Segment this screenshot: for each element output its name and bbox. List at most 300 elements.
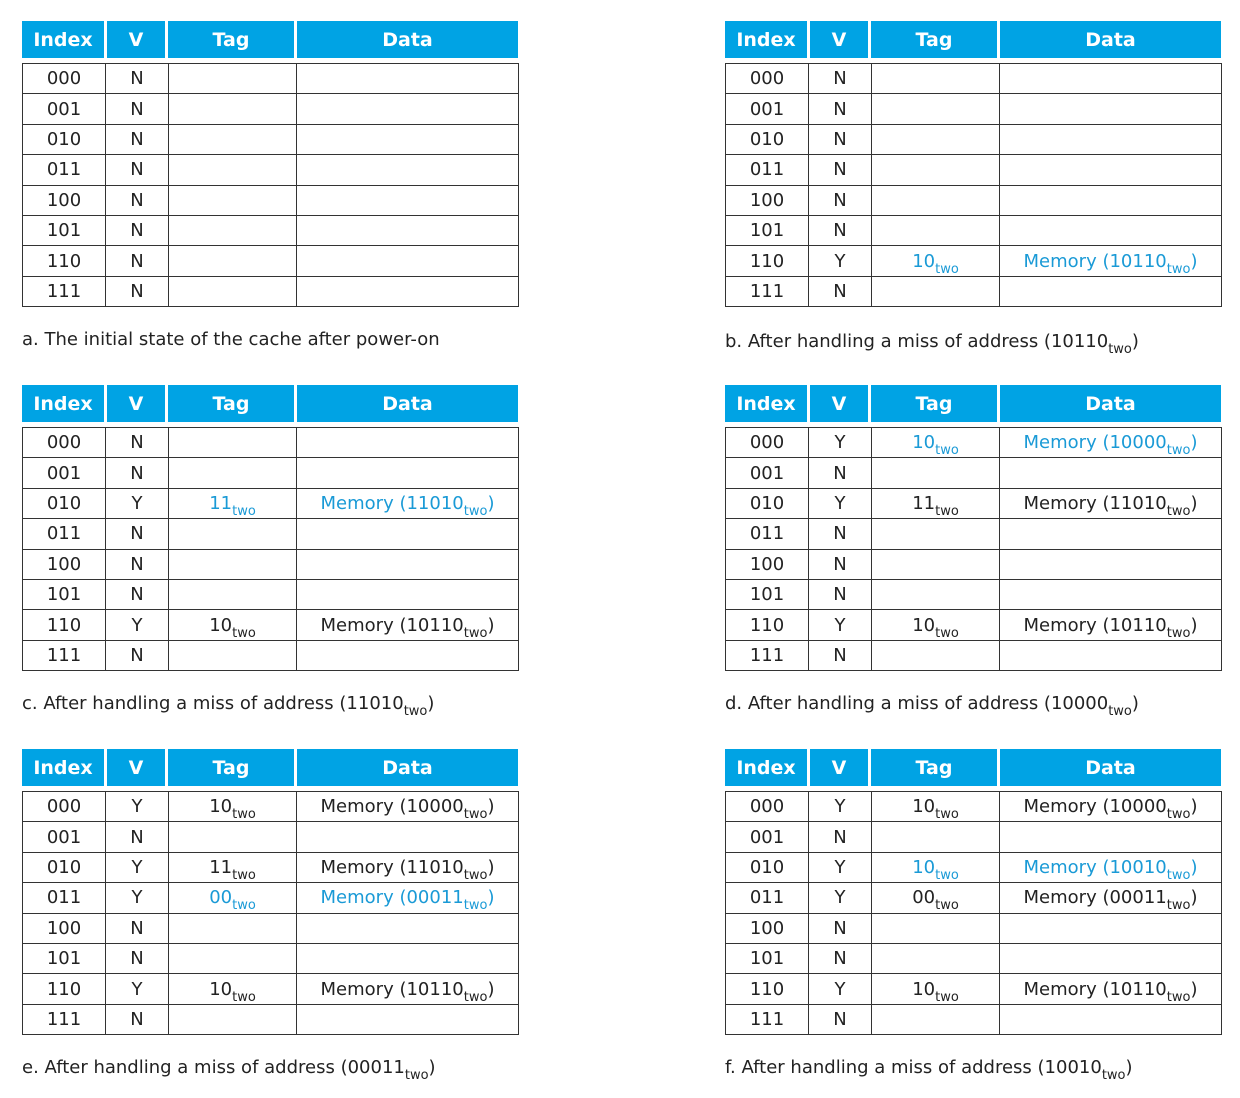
data-cell	[297, 913, 519, 943]
table-row	[726, 276, 1222, 306]
tag-cell	[872, 124, 1000, 154]
data-cell	[297, 428, 519, 458]
valid-cell: Y	[106, 610, 169, 640]
data-cell	[1000, 822, 1222, 852]
table-row	[23, 488, 519, 518]
data-value: Memory (11010	[1023, 492, 1167, 514]
index-cell: 101	[726, 579, 809, 609]
valid-cell: N	[106, 215, 169, 245]
tag-cell	[169, 458, 297, 488]
valid-cell: N	[809, 185, 872, 215]
index-cell: 110	[23, 246, 106, 276]
data-cell	[1000, 579, 1222, 609]
table-row	[726, 185, 1222, 215]
tag-base: two	[232, 989, 256, 1005]
index-cell: 100	[23, 913, 106, 943]
data-base: two	[1166, 443, 1191, 459]
tag-cell	[872, 458, 1000, 488]
table-row	[726, 215, 1222, 245]
cache-panel-a	[22, 21, 520, 302]
data-cell	[1000, 1004, 1222, 1034]
tag-base: two	[232, 807, 256, 823]
tag-base: two	[935, 625, 959, 641]
data-cell	[297, 64, 519, 94]
valid-cell: Y	[809, 792, 872, 822]
tag-cell	[872, 64, 1000, 94]
table-row	[726, 519, 1222, 549]
data-cell	[297, 215, 519, 245]
valid-cell: N	[106, 185, 169, 215]
index-cell: 010	[23, 488, 106, 518]
index-header: Index	[22, 385, 104, 422]
valid-cell: N	[809, 519, 872, 549]
table-row	[726, 579, 1222, 609]
table-row	[726, 792, 1222, 822]
valid-cell: N	[106, 64, 169, 94]
tag-cell	[872, 792, 1000, 822]
valid-cell: N	[106, 428, 169, 458]
tag-cell	[872, 883, 1000, 913]
caption-base: two	[403, 704, 428, 719]
data-close: )	[1190, 978, 1198, 1000]
index-cell: 010	[726, 488, 809, 518]
tag-cell	[169, 640, 297, 670]
data-header: Data	[1000, 385, 1221, 422]
table-row	[726, 640, 1222, 670]
tag-cell	[872, 519, 1000, 549]
data-base: two	[463, 989, 488, 1005]
valid-cell: N	[106, 943, 169, 973]
tag-base: two	[935, 867, 959, 883]
tag-cell	[169, 852, 297, 882]
index-cell: 000	[726, 64, 809, 94]
data-close: )	[1190, 796, 1198, 818]
tag-value: 10	[912, 250, 936, 272]
data-close: )	[1190, 492, 1198, 514]
tag-cell	[169, 1004, 297, 1034]
table-header	[22, 749, 520, 786]
tag-base: two	[935, 443, 959, 459]
table-row	[23, 215, 519, 245]
index-cell: 101	[726, 215, 809, 245]
tag-base: two	[232, 503, 256, 519]
table-header	[725, 21, 1223, 58]
index-cell: 101	[23, 215, 106, 245]
valid-cell: N	[106, 458, 169, 488]
tag-value: 10	[912, 978, 936, 1000]
data-cell	[297, 792, 519, 822]
data-cell	[297, 1004, 519, 1034]
table-header	[22, 385, 520, 422]
data-close: )	[1190, 887, 1198, 909]
data-cell	[297, 549, 519, 579]
table-row	[23, 276, 519, 306]
data-value: Memory (10110	[320, 614, 464, 636]
valid-header: V	[810, 749, 868, 786]
index-cell: 110	[726, 610, 809, 640]
cache-panel-b	[725, 21, 1223, 302]
caption-c	[22, 693, 435, 719]
tag-base: two	[935, 261, 959, 277]
tag-cell	[169, 155, 297, 185]
data-header: Data	[1000, 21, 1221, 58]
tag-value: 10	[209, 978, 233, 1000]
cache-panel-c	[22, 385, 520, 666]
tag-value: 10	[209, 796, 233, 818]
data-base: two	[463, 807, 488, 823]
valid-header: V	[107, 385, 165, 422]
index-cell: 111	[726, 1004, 809, 1034]
tag-base: two	[935, 807, 959, 823]
tag-value: 00	[209, 887, 233, 909]
valid-cell: N	[106, 155, 169, 185]
tag-header: Tag	[871, 385, 997, 422]
index-header: Index	[725, 21, 807, 58]
data-base: two	[1166, 625, 1191, 641]
tag-value: 11	[912, 492, 936, 514]
data-value: Memory (00011	[1023, 887, 1167, 909]
data-cell	[1000, 852, 1222, 882]
index-cell: 110	[726, 974, 809, 1004]
index-cell: 110	[23, 974, 106, 1004]
index-cell: 010	[23, 124, 106, 154]
table-header	[22, 21, 520, 58]
data-cell	[1000, 974, 1222, 1004]
table-row	[726, 610, 1222, 640]
cache-table	[725, 427, 1222, 671]
table-row	[23, 883, 519, 913]
tag-base: two	[935, 503, 959, 519]
data-cell	[297, 579, 519, 609]
table-header	[725, 385, 1223, 422]
data-cell	[1000, 276, 1222, 306]
caption-text: e. After handling a miss of address (00011	[22, 1057, 405, 1078]
table-row	[726, 549, 1222, 579]
data-cell	[1000, 549, 1222, 579]
index-cell: 110	[726, 246, 809, 276]
table-row	[726, 458, 1222, 488]
caption-base: two	[404, 1068, 429, 1083]
index-cell: 001	[23, 94, 106, 124]
tag-cell	[169, 246, 297, 276]
data-close: )	[487, 887, 495, 909]
cache-panel-d	[725, 385, 1223, 666]
data-cell	[1000, 519, 1222, 549]
index-cell: 101	[23, 579, 106, 609]
data-cell	[297, 974, 519, 1004]
valid-cell: Y	[809, 883, 872, 913]
table-row	[726, 943, 1222, 973]
data-close: )	[1190, 856, 1198, 878]
index-cell: 010	[726, 124, 809, 154]
data-close: )	[487, 856, 495, 878]
index-cell: 001	[726, 822, 809, 852]
cache-table	[725, 791, 1222, 1035]
tag-cell	[872, 943, 1000, 973]
valid-cell: Y	[809, 246, 872, 276]
caption-close: )	[1131, 331, 1139, 352]
index-header: Index	[22, 749, 104, 786]
data-cell	[297, 155, 519, 185]
valid-cell: Y	[106, 792, 169, 822]
valid-cell: N	[106, 124, 169, 154]
tag-cell	[169, 792, 297, 822]
data-cell	[1000, 883, 1222, 913]
tag-cell	[169, 610, 297, 640]
tag-cell	[169, 579, 297, 609]
tag-base: two	[935, 989, 959, 1005]
data-close: )	[1190, 250, 1198, 272]
caption-close: )	[1131, 693, 1139, 714]
data-value: Memory (10000	[320, 796, 464, 818]
table-row	[726, 1004, 1222, 1034]
valid-cell: N	[809, 913, 872, 943]
data-value: Memory (10110	[320, 978, 464, 1000]
data-value: Memory (10110	[1023, 614, 1167, 636]
valid-header: V	[810, 385, 868, 422]
data-close: )	[1190, 432, 1198, 454]
table-row	[726, 974, 1222, 1004]
table-row	[726, 155, 1222, 185]
data-cell	[1000, 215, 1222, 245]
data-cell	[297, 610, 519, 640]
index-header: Index	[22, 21, 104, 58]
tag-cell	[872, 488, 1000, 518]
data-cell	[297, 640, 519, 670]
tag-cell	[872, 1004, 1000, 1034]
valid-cell: Y	[809, 610, 872, 640]
tag-value: 10	[912, 856, 936, 878]
table-row	[726, 428, 1222, 458]
cache-table	[22, 427, 519, 671]
tag-cell	[169, 974, 297, 1004]
tag-cell	[872, 215, 1000, 245]
index-cell: 000	[726, 792, 809, 822]
index-cell: 000	[726, 428, 809, 458]
valid-cell: N	[106, 640, 169, 670]
index-cell: 010	[23, 852, 106, 882]
index-cell: 111	[23, 1004, 106, 1034]
data-base: two	[1166, 867, 1191, 883]
valid-cell: N	[106, 246, 169, 276]
valid-cell: N	[106, 276, 169, 306]
data-base: two	[1166, 989, 1191, 1005]
index-header: Index	[725, 385, 807, 422]
table-row	[23, 610, 519, 640]
table-row	[23, 155, 519, 185]
index-cell: 011	[23, 155, 106, 185]
index-cell: 000	[23, 792, 106, 822]
tag-cell	[169, 94, 297, 124]
data-value: Memory (10000	[1023, 432, 1167, 454]
tag-header: Tag	[168, 385, 294, 422]
caption-a	[22, 329, 440, 350]
tag-base: two	[232, 867, 256, 883]
data-cell	[297, 883, 519, 913]
valid-header: V	[107, 21, 165, 58]
valid-cell: N	[809, 943, 872, 973]
table-row	[23, 94, 519, 124]
data-cell	[297, 276, 519, 306]
valid-cell: N	[106, 549, 169, 579]
tag-cell	[872, 185, 1000, 215]
cache-table	[22, 791, 519, 1035]
table-row	[23, 549, 519, 579]
valid-cell: Y	[106, 974, 169, 1004]
table-row	[726, 883, 1222, 913]
data-close: )	[487, 796, 495, 818]
valid-cell: N	[809, 64, 872, 94]
data-base: two	[1166, 898, 1191, 914]
tag-cell	[169, 215, 297, 245]
valid-cell: N	[809, 276, 872, 306]
tag-cell	[872, 428, 1000, 458]
cache-panel-f	[725, 749, 1223, 1030]
index-header: Index	[725, 749, 807, 786]
table-row	[726, 124, 1222, 154]
caption-text: d. After handling a miss of address (10000	[725, 693, 1109, 714]
table-row	[23, 943, 519, 973]
table-row	[23, 640, 519, 670]
data-cell	[297, 822, 519, 852]
valid-cell: N	[106, 94, 169, 124]
table-row	[23, 792, 519, 822]
table-row	[23, 428, 519, 458]
data-cell	[1000, 640, 1222, 670]
valid-cell: N	[106, 519, 169, 549]
cache-table	[725, 63, 1222, 307]
valid-cell: N	[809, 215, 872, 245]
data-cell	[297, 852, 519, 882]
valid-cell: N	[106, 822, 169, 852]
data-cell	[1000, 246, 1222, 276]
index-cell: 011	[726, 883, 809, 913]
index-cell: 011	[23, 519, 106, 549]
data-cell	[1000, 428, 1222, 458]
valid-cell: Y	[809, 974, 872, 1004]
tag-cell	[169, 276, 297, 306]
caption-base: two	[1108, 704, 1132, 719]
valid-header: V	[810, 21, 868, 58]
data-cell	[297, 185, 519, 215]
tag-cell	[872, 94, 1000, 124]
tag-cell	[169, 64, 297, 94]
table-row	[23, 185, 519, 215]
caption-close: )	[427, 693, 435, 714]
data-close: )	[487, 492, 495, 514]
data-base: two	[1166, 503, 1191, 519]
index-cell: 101	[726, 943, 809, 973]
valid-cell: Y	[106, 883, 169, 913]
cache-panel-e	[22, 749, 520, 1030]
index-cell: 001	[23, 822, 106, 852]
tag-cell	[169, 549, 297, 579]
tag-cell	[872, 276, 1000, 306]
tag-value: 10	[912, 614, 936, 636]
cache-table	[22, 63, 519, 307]
tag-cell	[169, 822, 297, 852]
tag-cell	[872, 640, 1000, 670]
valid-cell: Y	[106, 488, 169, 518]
table-row	[726, 488, 1222, 518]
index-cell: 000	[23, 64, 106, 94]
valid-cell: Y	[809, 428, 872, 458]
data-cell	[1000, 458, 1222, 488]
caption-base: two	[1101, 1068, 1126, 1083]
tag-cell	[169, 913, 297, 943]
index-cell: 111	[23, 276, 106, 306]
index-cell: 110	[23, 610, 106, 640]
data-close: )	[1190, 614, 1198, 636]
data-cell	[297, 519, 519, 549]
data-header: Data	[1000, 749, 1221, 786]
caption-b	[725, 331, 1139, 357]
data-value: Memory (10010	[1023, 856, 1167, 878]
data-value: Memory (10000	[1023, 796, 1167, 818]
data-close: )	[487, 978, 495, 1000]
tag-value: 10	[209, 614, 233, 636]
index-cell: 010	[726, 852, 809, 882]
tag-cell	[169, 519, 297, 549]
valid-cell: Y	[106, 852, 169, 882]
tag-cell	[169, 883, 297, 913]
index-cell: 111	[726, 276, 809, 306]
tag-value: 10	[912, 796, 936, 818]
tag-cell	[169, 428, 297, 458]
data-cell	[297, 943, 519, 973]
tag-cell	[872, 549, 1000, 579]
valid-cell: N	[809, 124, 872, 154]
table-row	[726, 94, 1222, 124]
caption-text: a. The initial state of the cache after power-on	[22, 329, 440, 350]
table-row	[23, 913, 519, 943]
caption-d	[725, 693, 1139, 719]
index-cell: 100	[726, 549, 809, 579]
data-header: Data	[297, 385, 518, 422]
valid-cell: N	[809, 155, 872, 185]
tag-cell	[872, 155, 1000, 185]
tag-header: Tag	[168, 21, 294, 58]
tag-header: Tag	[168, 749, 294, 786]
table-row	[726, 852, 1222, 882]
data-base: two	[463, 867, 488, 883]
valid-cell: N	[809, 640, 872, 670]
valid-cell: N	[106, 1004, 169, 1034]
data-cell	[1000, 155, 1222, 185]
caption-text: c. After handling a miss of address (11010	[22, 693, 404, 714]
table-row	[23, 822, 519, 852]
data-close: )	[487, 614, 495, 636]
tag-cell	[872, 579, 1000, 609]
caption-base: two	[1108, 342, 1132, 357]
data-cell	[1000, 94, 1222, 124]
data-base: two	[463, 898, 488, 914]
data-header: Data	[297, 21, 518, 58]
data-cell	[1000, 488, 1222, 518]
tag-header: Tag	[871, 21, 997, 58]
table-row	[726, 913, 1222, 943]
data-base: two	[1166, 261, 1191, 277]
index-cell: 100	[23, 549, 106, 579]
table-row	[726, 822, 1222, 852]
index-cell: 111	[726, 640, 809, 670]
index-cell: 000	[23, 428, 106, 458]
data-cell	[297, 246, 519, 276]
valid-cell: Y	[809, 852, 872, 882]
table-row	[23, 124, 519, 154]
data-value: Memory (00011	[320, 887, 464, 909]
table-row	[23, 852, 519, 882]
